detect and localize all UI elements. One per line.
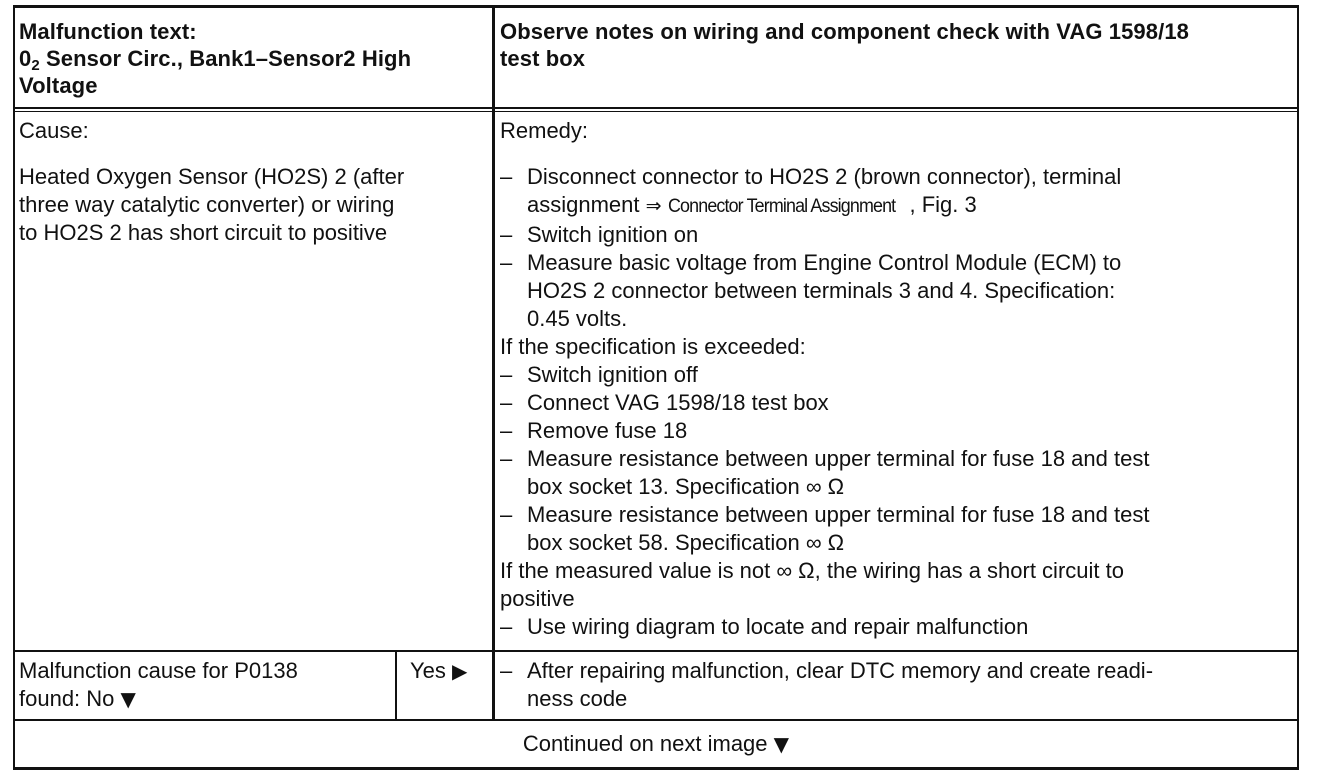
cause-line: three way catalytic converter) or wiring [19, 192, 395, 217]
o2-base: 0 [19, 46, 32, 71]
wiring-notes-header [500, 18, 1295, 72]
bullet-dash: – [500, 390, 513, 415]
step-text: Disconnect connector to HO2S 2 (brown connector), terminal [527, 164, 1122, 189]
malfunction-text-title-cont: Voltage [19, 73, 98, 98]
malfunction-text-title [19, 45, 489, 72]
yes-label: Yes [410, 658, 446, 683]
yes-action-cell [500, 657, 1295, 713]
remedy-step [500, 163, 1295, 191]
remedy-step [500, 417, 1295, 445]
bullet-dash: – [500, 250, 513, 275]
remedy-cell [500, 117, 1295, 641]
header-bottom-border-inner [13, 111, 1299, 112]
cause-line: Heated Oxygen Sensor (HO2S) 2 (after [19, 164, 405, 189]
remedy-step-cont [500, 191, 1295, 221]
remedy-step [500, 445, 1295, 473]
condition-text: If the measured value is not ∞ Ω, the wiring has a short circuit to [500, 558, 1124, 583]
malfunction-text-header [19, 18, 489, 99]
repair-procedure-table [13, 5, 1299, 770]
cause-row-bottom-border [13, 650, 1299, 652]
cause-line: to HO2S 2 has short circuit to positive [19, 220, 388, 245]
step-text: Connect VAG 1598/18 test box [527, 390, 829, 415]
bullet-dash: – [500, 446, 513, 471]
column-divider [492, 5, 495, 721]
wiring-notes-line1: Observe notes on wiring and component check with VAG 1598/18 [500, 19, 1189, 44]
continued-text: Continued on next image [522, 731, 768, 756]
step-text: Measure basic voltage from Engine Control Module (ECM) to [527, 250, 1122, 275]
step-text: After repairing malfunction, clear DTC memory and create readi- [527, 658, 1154, 683]
step-text: assignment [527, 192, 640, 217]
cross-reference-arrow-icon: ⇒ [645, 195, 662, 217]
remedy-step-cont: box socket 13. Specification ∞ Ω [527, 474, 845, 499]
cause-label: Cause: [19, 118, 89, 143]
condition-text: If the specification is exceeded: [500, 334, 806, 359]
remedy-step [500, 361, 1295, 389]
decision-divider [395, 650, 397, 721]
step-text: Measure resistance between upper terminal for fuse 18 and test [527, 502, 1150, 527]
remedy-step [500, 249, 1295, 277]
question-line: Malfunction cause for P0138 [19, 658, 298, 683]
table-top-border [13, 5, 1299, 8]
remedy-step-cont: box socket 58. Specification ∞ Ω [527, 530, 845, 555]
remedy-step [500, 501, 1295, 529]
bullet-dash: – [500, 362, 513, 387]
wiring-notes-line2: test box [500, 46, 586, 71]
bullet-dash: – [500, 614, 513, 639]
bullet-dash: – [500, 164, 513, 189]
right-arrow-icon: ▶ [452, 659, 468, 683]
down-arrow-icon: ▼ [120, 687, 136, 711]
condition-text-cont: positive [500, 586, 575, 611]
question-line-answer [19, 685, 393, 713]
malfunction-text-title-rest: Sensor Circ., Bank1–Sensor2 High [39, 46, 412, 71]
remedy-step [500, 389, 1295, 417]
step-text: , Fig. 3 [909, 192, 977, 217]
step-text: Switch ignition off [527, 362, 698, 387]
remedy-step-cont: 0.45 volts. [527, 306, 628, 331]
bullet-dash: – [500, 222, 513, 247]
continued-footer [15, 730, 1297, 758]
table-left-border [13, 5, 15, 770]
remedy-step [500, 221, 1295, 249]
o2-subscript: 2 [31, 57, 40, 74]
malfunction-text-label: Malfunction text: [19, 19, 197, 44]
step-text: Use wiring diagram to locate and repair malfunction [527, 614, 1029, 639]
header-bottom-border [13, 107, 1299, 109]
action-step [500, 657, 1295, 685]
down-arrow-icon: ▼ [773, 732, 790, 756]
no-answer-label: found: No [19, 686, 115, 711]
remedy-step [500, 613, 1295, 641]
table-bottom-border [13, 767, 1299, 770]
step-text: Measure resistance between upper terminal for fuse 18 and test [527, 446, 1150, 471]
bullet-dash: – [500, 658, 513, 683]
yes-branch [410, 657, 490, 685]
step-text: Switch ignition on [527, 222, 699, 247]
table-right-border [1297, 5, 1299, 770]
connector-terminal-assignment-link[interactable]: Connector Terminal Assignment [667, 196, 895, 217]
bullet-dash: – [500, 418, 513, 443]
bullet-dash: – [500, 502, 513, 527]
remedy-step-cont: HO2S 2 connector between terminals 3 and 4. Specification: [527, 278, 1116, 303]
malfunction-cause-question [19, 657, 393, 713]
decision-row-bottom-border [13, 719, 1299, 721]
step-text: Remove fuse 18 [527, 418, 688, 443]
action-step-cont: ness code [527, 686, 628, 711]
cause-cell [19, 117, 489, 247]
remedy-label: Remedy: [500, 118, 589, 143]
